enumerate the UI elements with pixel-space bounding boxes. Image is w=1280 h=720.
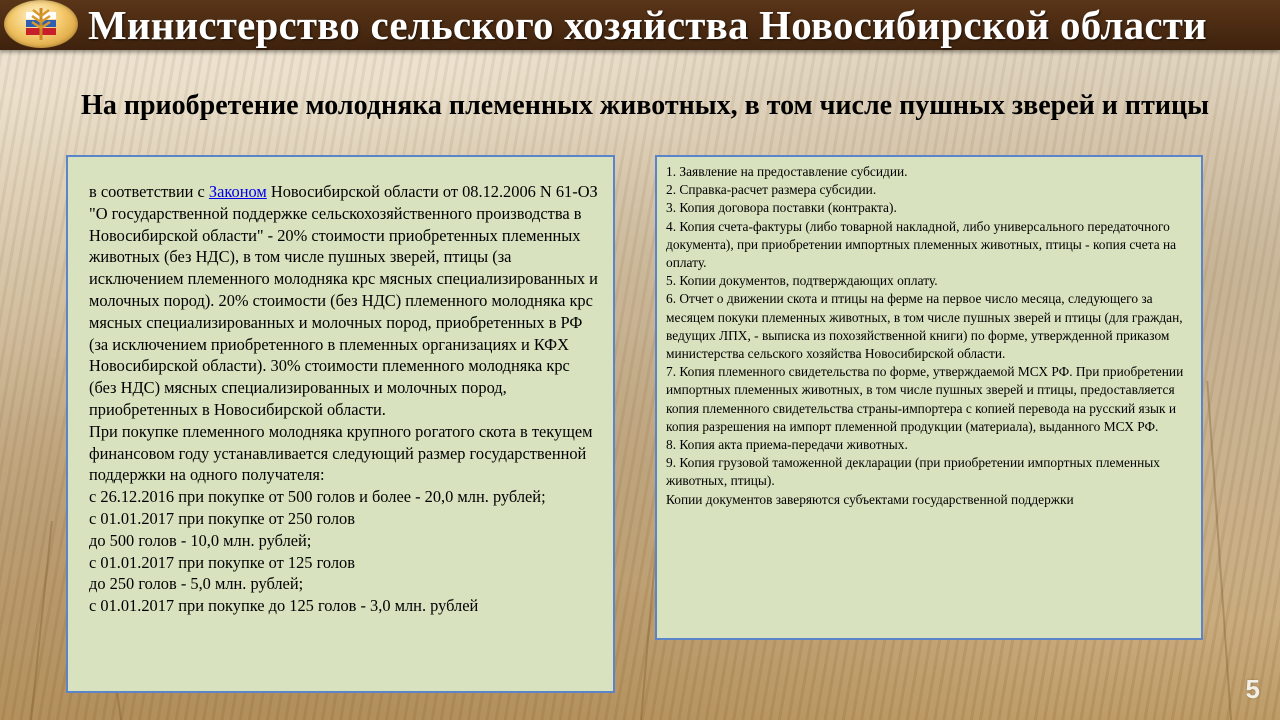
document-item: 6. Отчет о движении скота и птицы на ферме на первое число месяца, следующего за месяцем покуки племенных животных, в том числе пушных зверей и птицы (для граждан, ведущих ЛПХ, - выписка из похозяйственной книги) по форме, утвержденной приказом министерства сельского хозяйства Новосибирской области.	[666, 291, 1183, 362]
subsidy-conditions-panel	[66, 155, 615, 693]
limit-line: с 01.01.2017 при покупке от 250 голов	[89, 508, 355, 528]
agriculture-emblem-icon	[4, 0, 78, 48]
document-item: 5. Копии документов, подтверждающих оплату.	[666, 273, 938, 289]
law-link[interactable]: Законом	[208, 182, 267, 201]
document-item: 8. Копия акта приема-передачи животных.	[666, 437, 908, 453]
document-item: 7. Копия племенного свидетельства по форме, утверждаемой МСХ РФ. При приобретении импортных племенных животных, в том числе пушных зверей и птицы, предоставляется копия племенного свидетельства страны-импортера с копией перевода на русский язык и копия разрешения на импорт племенной продукции (материала), выданного МСХ РФ.	[666, 364, 1184, 434]
document-note: Копии документов заверяются субъектами государственной поддержки	[666, 491, 1074, 507]
page-number: 5	[1245, 674, 1260, 704]
wheat-stalk-decoration	[1206, 381, 1232, 720]
subsidy-conditions-text	[89, 181, 601, 421]
intro-prefix: в соответствии с	[89, 182, 209, 201]
ministry-title: Министерство сельского хозяйства Новосибирской области	[88, 2, 1207, 48]
limit-line: до 500 голов - 10,0 млн. рублей;	[89, 530, 312, 550]
required-documents-panel	[655, 155, 1203, 640]
limit-line: с 26.12.2016 при покупке от 500 голов и более - 20,0 млн. рублей;	[89, 487, 546, 507]
document-item: 9. Копия грузовой таможенной декларации (при приобретении импортных племенных животных, птицы).	[666, 455, 1160, 489]
slide-heading: На приобретение молодняка племенных животных, в том числе пушных зверей и птицы	[81, 90, 1209, 121]
document-item: 1. Заявление на предоставление субсидии.	[666, 164, 908, 179]
limit-line: с 01.01.2017 при покупке до 125 голов - 3,0 млн. рублей	[89, 596, 479, 616]
document-item: 2. Справка-расчет размера субсидии.	[666, 182, 877, 198]
limit-line: с 01.01.2017 при покупке от 125 голов	[89, 552, 355, 572]
document-item: 3. Копия договора поставки (контракта).	[666, 200, 897, 216]
limit-line: до 250 голов - 5,0 млн. рублей;	[89, 574, 304, 594]
intro-rest: Новосибирской области от 08.12.2006 N 61-ОЗ "О государственной поддержке сельскохозяйственного производства в Новосибирской области" - 20% стоимости приобретенных племенных животных (без НДС), в том числе пушных зверей, птицы (за исключением племенного молодняка крс мясных специализированных и молочных пород). 20% стоимости (без НДС) племенного молодняка крс мясных специализированных и молочных пород, приобретенных в РФ (за исключением приобретенного в племенных организациях и КФХ Новосибирской области). 30% стоимости племенного молодняка крс (без НДС) мясных специализированных и молочных пород, приобретенных в Новосибирской области.	[89, 182, 598, 419]
limit-intro: При покупке племенного молодняка крупного рогатого скота в текущем финансовом году устанавливается следующий размер государственной поддержки на одного получателя:	[89, 421, 593, 485]
wheat-stalk-decoration	[30, 521, 53, 720]
header-bar	[0, 0, 1280, 50]
document-item: 4. Копия счета-фактуры (либо товарной накладной, либо универсального передаточного документа), при приобретении импортных племенных животных, птицы - копия счета на оплату.	[666, 218, 1177, 271]
